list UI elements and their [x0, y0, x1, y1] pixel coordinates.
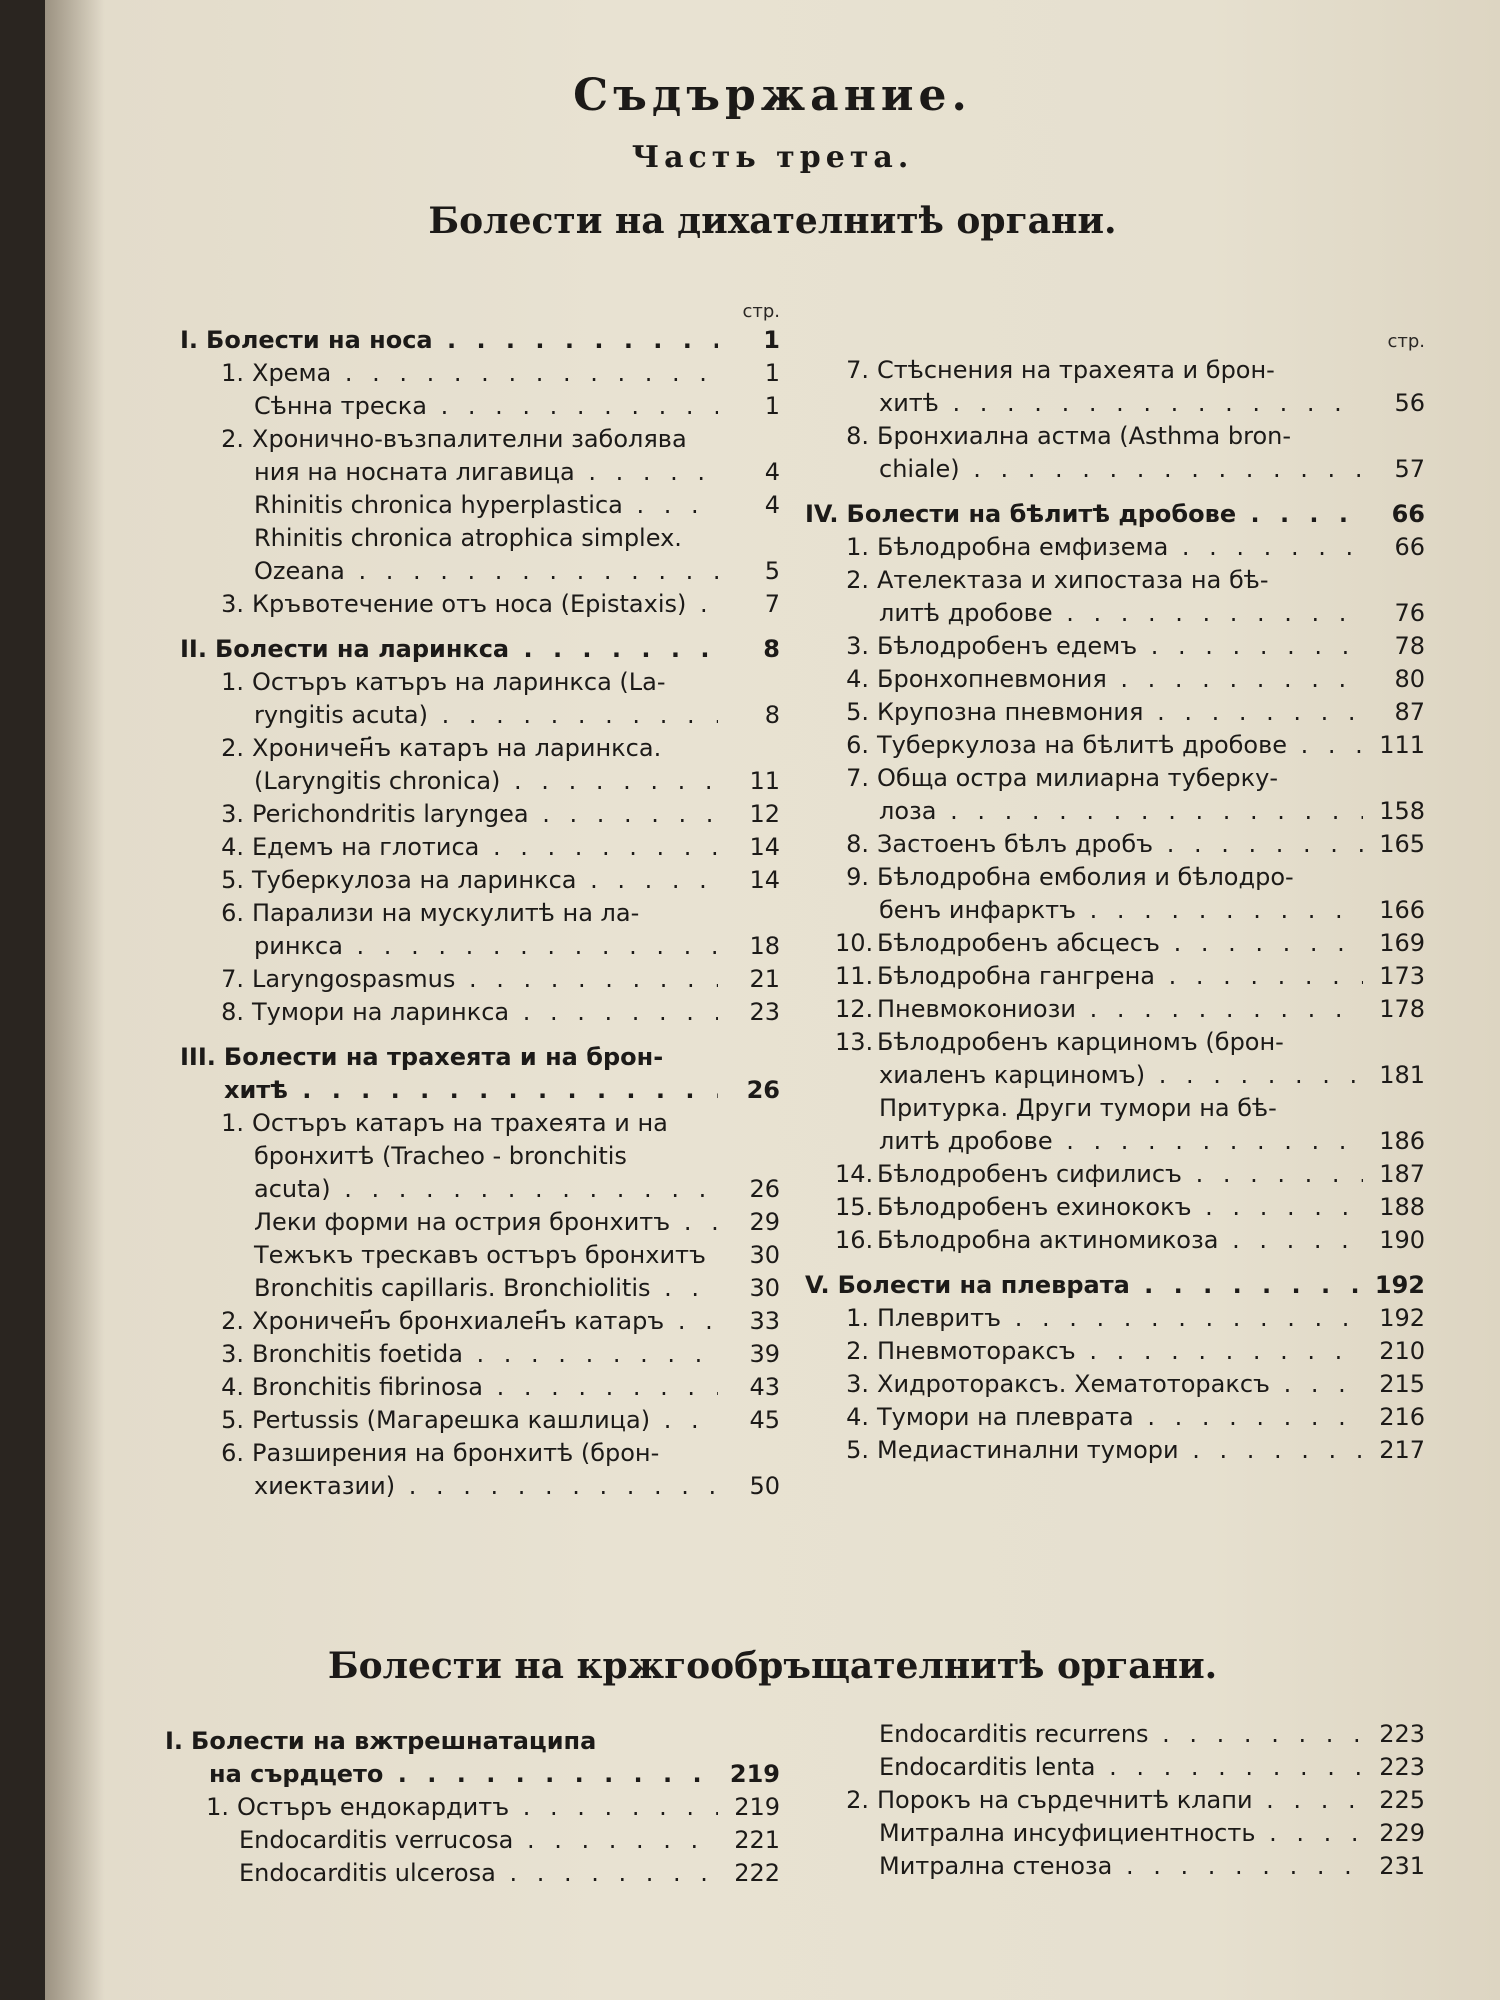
entry-page-number: 223 [1379, 1753, 1425, 1781]
entry-title: Endocarditis recurrens [879, 1720, 1149, 1748]
entry-page-number: 76 [1394, 599, 1425, 627]
entry-title: Остъръ ендокардитъ [237, 1793, 510, 1821]
toc-entry [805, 1335, 1425, 1368]
entry-number: II. [180, 635, 207, 663]
entry-title: Туберкулоза на бѣлитѣ дробове [877, 731, 1288, 759]
entry-number: 16. [835, 1226, 874, 1254]
entry-number: 7. [846, 356, 869, 384]
entry-number: 1. [846, 1304, 869, 1332]
toc-entry [805, 453, 1425, 486]
entry-page-number: 23 [749, 998, 780, 1026]
entry-page-number: 221 [734, 1826, 780, 1854]
entry-page-number: 216 [1379, 1403, 1425, 1431]
toc-entry [805, 993, 1425, 1026]
entry-title: литѣ дробове [879, 599, 1053, 627]
entry-page-number: 219 [729, 1760, 780, 1788]
entry-page-number: 80 [1394, 665, 1425, 693]
toc-entry [805, 1269, 1425, 1302]
toc-entry [180, 996, 780, 1029]
entry-number: 2. [221, 1307, 244, 1335]
toc-entry [805, 1784, 1425, 1817]
entry-number: 15. [835, 1193, 874, 1221]
entry-title: на сърдцето [209, 1760, 384, 1788]
toc-entry [165, 1824, 780, 1857]
toc-entry [180, 324, 780, 357]
entry-title: Бѣлодробенъ абсцесъ [877, 929, 1160, 957]
entry-number: I. [165, 1727, 184, 1755]
entry-page-number: 217 [1379, 1436, 1425, 1464]
entry-title: Болести на трахеята и на брон- [223, 1043, 664, 1071]
entry-number: 4. [846, 1403, 869, 1431]
toc-entry [805, 1401, 1425, 1434]
entry-title: лоза [879, 797, 937, 825]
toc-entry [180, 1239, 780, 1272]
toc-entry [805, 696, 1425, 729]
entry-title: хиаленъ карциномъ) [879, 1061, 1146, 1089]
toc-entry [805, 828, 1425, 861]
toc-list [180, 324, 780, 1503]
entry-title: хитѣ [224, 1076, 288, 1104]
entry-page-number: 111 [1379, 731, 1425, 759]
entry-number: 2. [846, 1337, 869, 1365]
toc-list [165, 1725, 780, 1890]
entry-number: V. [805, 1271, 830, 1299]
entry-number: 6. [221, 1439, 244, 1467]
entry-number: 10. [835, 929, 874, 957]
entry-title: Ozeana [254, 557, 345, 585]
entry-title: Сѣнна треска [254, 392, 427, 420]
toc-entry [180, 1404, 780, 1437]
toc-entry [805, 1751, 1425, 1784]
section-title-respiratory: Болести на дихателнитѣ органи. [428, 200, 1117, 242]
entry-number: 8. [846, 422, 869, 450]
entry-number: 3. [846, 1370, 869, 1398]
toc-entry [180, 588, 780, 621]
toc-entry [180, 1470, 780, 1503]
entry-title: Ателектаза и хипостаза на бѣ- [877, 566, 1269, 594]
entry-page-number: 181 [1379, 1061, 1425, 1089]
toc-entry [180, 666, 780, 699]
entry-title: бенъ инфарктъ [879, 896, 1077, 924]
toc-entry [805, 1434, 1425, 1467]
entry-page-number: 231 [1379, 1852, 1425, 1880]
entry-page-number: 188 [1379, 1193, 1425, 1221]
entry-page-number: 5 [764, 557, 780, 585]
entry-title: Endocarditis verrucosa [239, 1826, 514, 1854]
toc-entry [805, 1059, 1425, 1092]
section-title-circulatory: Болести на кржгообръщателнитѣ органи. [327, 1645, 1218, 1687]
entry-title: Стѣснения на трахеята и брон- [877, 356, 1275, 384]
entry-number: 8. [846, 830, 869, 858]
entry-page-number: 78 [1394, 632, 1425, 660]
toc-entry [180, 1437, 780, 1470]
entry-number: 6. [846, 731, 869, 759]
toc-entry [805, 1092, 1425, 1125]
toc-entry [180, 1206, 780, 1239]
toc-entry [805, 729, 1425, 762]
entry-title: Хроничен҃ъ бронхиален҃ъ катаръ [252, 1307, 665, 1335]
toc-entry [165, 1758, 780, 1791]
entry-page-number: 165 [1379, 830, 1425, 858]
entry-title: Бѣлодробенъ едемъ [877, 632, 1138, 660]
toc-entry [805, 1125, 1425, 1158]
entry-page-number: 66 [1391, 500, 1425, 528]
page-column-label: стр. [742, 301, 780, 322]
toc-entry [180, 456, 780, 489]
entry-page-number: 192 [1374, 1271, 1425, 1299]
entry-title: Парализи на мускулитѣ на ла- [252, 899, 640, 927]
entry-page-number: 223 [1379, 1720, 1425, 1748]
entry-number: 2. [846, 1786, 869, 1814]
entry-number: 2. [221, 425, 244, 453]
entry-number: 1. [846, 533, 869, 561]
entry-number: 3. [221, 590, 244, 618]
entry-page-number: 229 [1379, 1819, 1425, 1847]
entry-title: Rhinitis chronica atrophica simplex. [254, 524, 682, 552]
entry-number: 1. [221, 359, 244, 387]
entry-number: 7. [846, 764, 869, 792]
entry-title: acuta) [254, 1175, 331, 1203]
toc-entry [180, 963, 780, 996]
entry-number: 5. [846, 698, 869, 726]
entry-title: Хронично-възпалителни заболява [252, 425, 687, 453]
toc-entry [805, 564, 1425, 597]
entry-title: Остъръ катаръ на трахеята и на [252, 1109, 668, 1137]
entry-page-number: 14 [749, 866, 780, 894]
entry-page-number: 225 [1379, 1786, 1425, 1814]
toc-entry [805, 1850, 1425, 1883]
entry-page-number: 173 [1379, 962, 1425, 990]
entry-page-number: 8 [764, 701, 780, 729]
entry-title: Леки форми на острия бронхитъ [254, 1208, 671, 1236]
entry-number: 14. [835, 1160, 874, 1188]
entry-number: 5. [846, 1436, 869, 1464]
toc-entry [805, 354, 1425, 387]
toc-entry [805, 1224, 1425, 1257]
entry-title: Бѣлодробна емфизема [877, 533, 1169, 561]
toc-entry [180, 1041, 780, 1074]
toc-entry [805, 663, 1425, 696]
entry-number: 1. [221, 668, 244, 696]
entry-page-number: 215 [1379, 1370, 1425, 1398]
book-page [45, 0, 1500, 2000]
entry-title: Бронхиална астма (Asthma bron- [877, 422, 1292, 450]
entry-page-number: 33 [749, 1307, 780, 1335]
entry-title: Болести на плеврата [837, 1271, 1130, 1299]
toc-entry [805, 420, 1425, 453]
entry-title: хиектазии) [254, 1472, 396, 1500]
entry-title: Митрална стеноза [879, 1852, 1113, 1880]
entry-page-number: 56 [1394, 389, 1425, 417]
toc-entry [180, 1338, 780, 1371]
entry-number: 4. [221, 1373, 244, 1401]
toc-entry [180, 765, 780, 798]
toc-entry [165, 1857, 780, 1890]
entry-title: Туберкулоза на ларинкса [252, 866, 577, 894]
part-title: Часть трета. [631, 140, 914, 175]
toc-entry [180, 390, 780, 423]
toc-column-2 [805, 330, 1425, 1467]
entry-title: Rhinitis chronica hyperplastica [254, 491, 623, 519]
entry-number: 13. [835, 1028, 874, 1056]
toc-column-3 [165, 1725, 780, 1890]
entry-number: 9. [846, 863, 869, 891]
toc-entry [180, 1173, 780, 1206]
entry-title: Хрема [252, 359, 332, 387]
entry-title: Бѣлодробенъ ехинококъ [877, 1193, 1192, 1221]
entry-title: бронхитѣ (Tracheo - bronchitis [254, 1142, 627, 1170]
entry-title: Плевритъ [877, 1304, 1002, 1332]
entry-number: 8. [221, 998, 244, 1026]
entry-page-number: 192 [1379, 1304, 1425, 1332]
toc-entry [180, 1305, 780, 1338]
entry-page-number: 8 [763, 635, 780, 663]
entry-title: Хидротораксъ. Хематотораксъ [877, 1370, 1270, 1398]
toc-list [805, 1718, 1425, 1883]
toc-entry [180, 798, 780, 831]
entry-page-number: 12 [749, 800, 780, 828]
entry-title: Крупозна пневмония [877, 698, 1144, 726]
toc-column-1 [180, 300, 780, 1503]
toc-entry [180, 1074, 780, 1107]
entry-title: Митрална инсуфициентность [879, 1819, 1256, 1847]
entry-number: III. [180, 1043, 216, 1071]
entry-page-number: 39 [749, 1340, 780, 1368]
toc-entry [805, 1817, 1425, 1850]
toc-entry [805, 894, 1425, 927]
entry-title: Бѣлодробна емболия и бѣлодро- [877, 863, 1294, 891]
toc-entry [805, 630, 1425, 663]
entry-title: Болести на ларинкса [214, 635, 510, 663]
toc-column-4 [805, 1718, 1425, 1883]
entry-page-number: 178 [1379, 995, 1425, 1023]
entry-title: Медиастинални тумори [877, 1436, 1179, 1464]
entry-page-number: 26 [746, 1076, 780, 1104]
toc-entry [180, 423, 780, 456]
toc-entry [805, 387, 1425, 420]
entry-page-number: 158 [1379, 797, 1425, 825]
toc-entry [180, 1272, 780, 1305]
entry-title: Pertussis (Магарешка кашлица) [252, 1406, 651, 1434]
entry-page-number: 87 [1394, 698, 1425, 726]
entry-title: Хроничен҃ъ катаръ на ларинкса. [252, 734, 662, 762]
toc-list [805, 354, 1425, 1467]
toc-entry [180, 732, 780, 765]
toc-entry [180, 699, 780, 732]
entry-page-number: 7 [764, 590, 780, 618]
toc-entry [180, 1371, 780, 1404]
toc-entry [805, 531, 1425, 564]
entry-page-number: 14 [749, 833, 780, 861]
entry-page-number: 219 [734, 1793, 780, 1821]
entry-page-number: 190 [1379, 1226, 1425, 1254]
toc-entry [805, 1302, 1425, 1335]
entry-page-number: 29 [749, 1208, 780, 1236]
entry-page-number: 4 [764, 491, 780, 519]
entry-title: Бѣлодробна гангрена [877, 962, 1155, 990]
entry-title: Разширения на бронхитѣ (брон- [252, 1439, 660, 1467]
toc-entry [180, 930, 780, 963]
entry-title: Бронхопневмония [877, 665, 1107, 693]
toc-entry [805, 927, 1425, 960]
entry-number: I. [180, 326, 199, 354]
entry-title: ния на носната лигавица [254, 458, 575, 486]
entry-page-number: 18 [749, 932, 780, 960]
entry-title: Тумори на плеврата [877, 1403, 1134, 1431]
entry-title: Laryngospasmus [252, 965, 456, 993]
entry-number: 12. [835, 995, 874, 1023]
entry-title: Тумори на ларинкса [252, 998, 510, 1026]
entry-title: ryngitis acuta) [254, 701, 428, 729]
toc-entry [165, 1725, 780, 1758]
entry-title: Bronchitis foetida [252, 1340, 463, 1368]
entry-number: 2. [846, 566, 869, 594]
entry-number: 11. [835, 962, 874, 990]
toc-entry [180, 897, 780, 930]
entry-title: Остъръ катъръ на ларинкса (La- [252, 668, 666, 696]
toc-entry [805, 1191, 1425, 1224]
toc-entry [805, 1158, 1425, 1191]
toc-entry [180, 357, 780, 390]
entry-number: 3. [846, 632, 869, 660]
entry-page-number: 57 [1394, 455, 1425, 483]
entry-title: Обща остра милиарна туберку- [877, 764, 1279, 792]
toc-entry [805, 960, 1425, 993]
toc-entry [805, 1368, 1425, 1401]
toc-entry [805, 597, 1425, 630]
toc-entry [805, 1026, 1425, 1059]
entry-number: IV. [805, 500, 839, 528]
toc-entry [180, 1140, 780, 1173]
toc-entry [180, 555, 780, 588]
entry-number: 5. [221, 1406, 244, 1434]
entry-title: Болести на вжтрешнатаципа [191, 1727, 597, 1755]
entry-page-number: 30 [749, 1274, 780, 1302]
toc-entry [180, 522, 780, 555]
entry-page-number: 222 [734, 1859, 780, 1887]
entry-number: 4. [846, 665, 869, 693]
toc-entry [180, 633, 780, 666]
entry-page-number: 30 [749, 1241, 780, 1269]
entry-number: 3. [221, 800, 244, 828]
entry-page-number: 186 [1379, 1127, 1425, 1155]
entry-number: 5. [221, 866, 244, 894]
entry-title: Bronchitis capillaris. Bronchiolitis [254, 1274, 651, 1302]
entry-number: 6. [221, 899, 244, 927]
entry-page-number: 66 [1394, 533, 1425, 561]
entry-title: Бѣлодробенъ карциномъ (брон- [877, 1028, 1284, 1056]
entry-title: Кръвотечение отъ носа (Epistaxis) [252, 590, 687, 618]
entry-title: Endocarditis ulcerosa [239, 1859, 496, 1887]
entry-page-number: 4 [764, 458, 780, 486]
entry-page-number: 11 [749, 767, 780, 795]
toc-entry [165, 1791, 780, 1824]
entry-number: 4. [221, 833, 244, 861]
entry-page-number: 43 [749, 1373, 780, 1401]
entry-title: chiale) [879, 455, 960, 483]
entry-page-number: 187 [1379, 1160, 1425, 1188]
toc-entry [805, 861, 1425, 894]
entry-number: 1. [221, 1109, 244, 1137]
entry-page-number: 166 [1379, 896, 1425, 924]
toc-entry [180, 1107, 780, 1140]
entry-title: Притурка. Други тумори на бѣ- [879, 1094, 1277, 1122]
entry-page-number: 1 [763, 326, 780, 354]
entry-page-number: 169 [1379, 929, 1425, 957]
entry-title: Bronchitis fibrinosa [252, 1373, 483, 1401]
entry-number: 1. [206, 1793, 229, 1821]
toc-entry [805, 762, 1425, 795]
contents-title: Съдържание. [573, 70, 972, 121]
entry-page-number: 1 [764, 392, 780, 420]
entry-title: Бѣлодробенъ сифилисъ [877, 1160, 1182, 1188]
entry-page-number: 1 [764, 359, 780, 387]
entry-title: Тежъкъ трескавъ остъръ бронхитъ [254, 1241, 706, 1269]
entry-page-number: 45 [749, 1406, 780, 1434]
entry-title: Пневмокониози [877, 995, 1076, 1023]
entry-page-number: 26 [749, 1175, 780, 1203]
entry-title: Endocarditis lenta [879, 1753, 1096, 1781]
entry-number: 3. [221, 1340, 244, 1368]
entry-title: Бѣлодробна актиномикоза [877, 1226, 1219, 1254]
toc-entry [805, 795, 1425, 828]
entry-title: литѣ дробове [879, 1127, 1053, 1155]
entry-page-number: 50 [749, 1472, 780, 1500]
entry-title: ринкса [254, 932, 343, 960]
toc-entry [805, 1718, 1425, 1751]
entry-title: хитѣ [879, 389, 939, 417]
entry-title: Порокъ на сърдечнитѣ клапи [877, 1786, 1253, 1814]
entry-page-number: 210 [1379, 1337, 1425, 1365]
entry-title: Едемъ на глотиса [252, 833, 480, 861]
toc-entry [805, 498, 1425, 531]
toc-entry [180, 864, 780, 897]
entry-title: Болести на бѣлитѣ дробове [846, 500, 1237, 528]
entry-title: (Laryngitis chronica) [254, 767, 501, 795]
entry-title: Болести на носа [206, 326, 433, 354]
page-column-label: стр. [1387, 331, 1425, 352]
page-shadow [45, 0, 105, 2000]
entry-title: Perichondritis laryngea [252, 800, 529, 828]
entry-number: 2. [221, 734, 244, 762]
entry-page-number: 21 [749, 965, 780, 993]
entry-title: Пневмотораксъ [877, 1337, 1076, 1365]
entry-title: Застоенъ бѣлъ дробъ [877, 830, 1154, 858]
toc-entry [180, 489, 780, 522]
entry-number: 7. [221, 965, 244, 993]
toc-entry [180, 831, 780, 864]
